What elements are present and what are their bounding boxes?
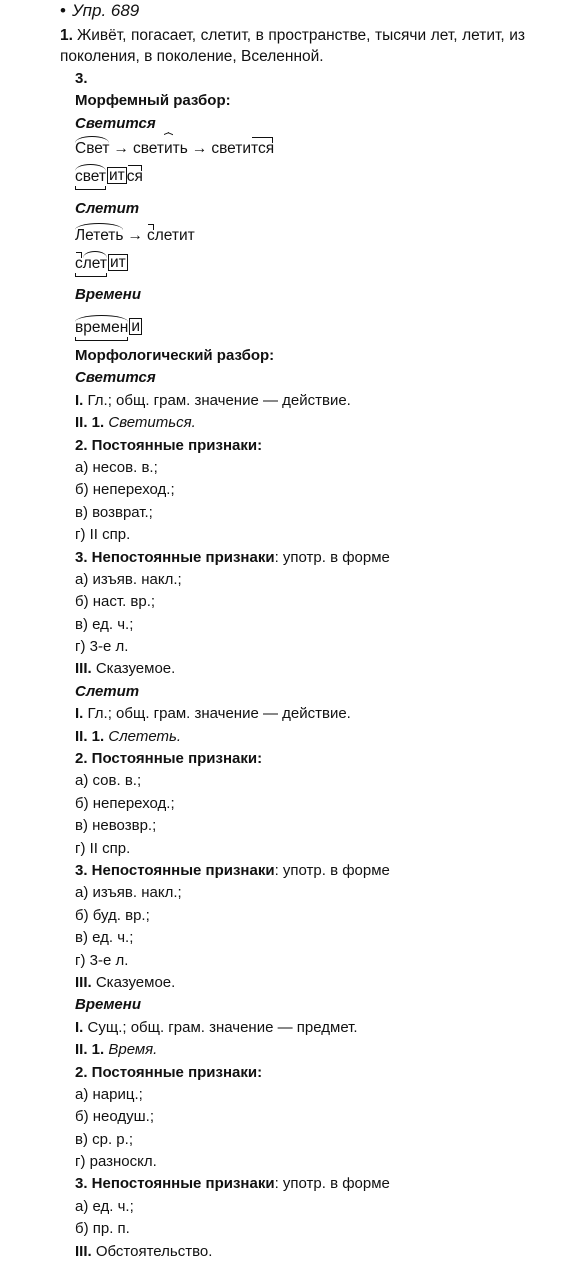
analysis1-const-item: в) возврат.; <box>75 503 153 521</box>
analysis2-const-item: г) II спр. <box>75 839 131 857</box>
stem-segment: с лет <box>75 254 107 274</box>
analysis2-part-I: I. Гл.; общ. грам. значение — действие. <box>75 705 351 723</box>
word2-title-block <box>75 198 545 220</box>
word3-morphemes <box>75 318 142 338</box>
analysis2-const-item: в) невозвр.; <box>75 817 157 835</box>
word3-title-block <box>75 284 545 306</box>
analysis3-const-item: в) ср. р.; <box>75 1130 133 1148</box>
word1-derivation-chain <box>75 139 274 159</box>
root-arc-mark <box>75 164 106 171</box>
analysis2-var-item: б) буд. вр.; <box>75 906 150 924</box>
root-segment: свет <box>75 167 106 187</box>
analysis2-const-item: а) сов. в.; <box>75 772 142 790</box>
postfix-segment: ся <box>127 167 143 187</box>
analysis3-var-item: б) пр. п. <box>75 1220 130 1238</box>
analysis1-title: Светится <box>75 369 156 387</box>
analysis3-part-III: III. Обстоятельство. <box>75 1242 213 1260</box>
word1-morphemes <box>75 167 143 187</box>
analysis3-const-item: г) разноскл. <box>75 1153 157 1171</box>
analysis1-var-item: г) 3-е л. <box>75 638 129 656</box>
analysis1-part-I: I. Гл.; общ. грам. значение — действие. <box>75 391 351 409</box>
word1-chain-step: свет ить <box>133 140 188 157</box>
analysis1-part-II: II. 1. Светиться. <box>75 414 196 432</box>
arrow-icon: → <box>191 140 208 157</box>
ending-box: ит <box>110 254 126 271</box>
root-arc-mark <box>83 251 107 258</box>
analysis2-const-item: б) непереход.; <box>75 794 175 812</box>
morphological-analysis <box>75 345 545 1263</box>
word2-title: Слетит <box>75 200 140 217</box>
analysis3-part-I: I. Сущ.; общ. грам. значение — предмет. <box>75 1018 358 1036</box>
analysis2-title: Слетит <box>75 682 140 700</box>
exercise-header <box>60 0 139 22</box>
analysis2-var-item: г) 3-е л. <box>75 951 129 969</box>
word2-morphemes <box>75 254 128 274</box>
suffix-box: ит <box>109 167 125 184</box>
analysis3-var-heading: 3. Непостоянные признаки: употр. в форме <box>75 1175 390 1193</box>
morphemic-heading: Морфемный разбор: <box>75 92 231 110</box>
word2-derivation-chain <box>75 226 195 246</box>
analysis1-var-heading: 3. Непостоянные признаки: употр. в форме <box>75 548 390 566</box>
analysis1-var-item: в) ед. ч.; <box>75 615 134 633</box>
postfix-mark <box>128 165 142 171</box>
analysis2-const-heading: 2. Постоянные признаки: <box>75 750 263 768</box>
stem-underline <box>75 186 106 190</box>
word1-title: Светится <box>75 114 156 132</box>
analysis1-const-item: б) непереход.; <box>75 481 175 499</box>
morphological-heading: Морфологический разбор: <box>75 347 275 364</box>
exercise-title: Упр. 689 <box>71 1 140 20</box>
bullet-icon: • <box>60 1 66 20</box>
analysis3-var-item: а) ед. ч.; <box>75 1197 134 1215</box>
task-1-text: Живёт, погасает, слетит, в пространстве, тысячи лет, летит, из поколения, в поколение, Вселенной. <box>60 27 525 65</box>
word2-chain-result: слетит <box>147 227 195 244</box>
task-3-header <box>75 68 545 135</box>
word2-chain-base: Лететь <box>75 226 123 246</box>
word3-title: Времени <box>75 286 141 303</box>
root-arc-mark <box>75 223 123 230</box>
analysis3-title: Времени <box>75 996 141 1014</box>
analysis1-const-item: г) II спр. <box>75 526 131 544</box>
analysis1-const-heading: 2. Постоянные признаки: <box>75 436 263 454</box>
stem-underline <box>75 337 128 341</box>
task-3-number: 3. <box>75 70 88 87</box>
root-arc-mark <box>75 136 109 143</box>
stem-segment: времен <box>75 318 128 338</box>
analysis1-part-III: III. Сказуемое. <box>75 660 176 678</box>
prefix-mark <box>76 252 82 258</box>
word1-chain-result: свети тся <box>211 140 274 157</box>
arrow-icon: → <box>127 227 143 244</box>
analysis3-const-item: б) неодуш.; <box>75 1108 155 1126</box>
analysis2-var-item: в) ед. ч.; <box>75 929 134 947</box>
analysis2-part-III: III. Сказуемое. <box>75 973 176 991</box>
analysis3-const-heading: 2. Постоянные признаки: <box>75 1063 263 1081</box>
analysis2-var-heading: 3. Непостоянные признаки: употр. в форме <box>75 861 390 879</box>
analysis1-const-item: а) несов. в.; <box>75 458 158 476</box>
postfix-mark <box>252 137 273 143</box>
analysis1-var-item: б) наст. вр.; <box>75 593 156 611</box>
analysis2-var-item: а) изъяв. накл.; <box>75 884 182 902</box>
task-1-number: 1. <box>60 27 73 44</box>
root-arc-mark <box>75 315 128 322</box>
analysis2-part-II: II. 1. Слететь. <box>75 727 182 745</box>
ending-box: и <box>131 318 140 335</box>
suffix-mark <box>164 134 173 140</box>
prefix-mark <box>148 224 154 230</box>
word1-chain-base: Свет <box>75 139 109 159</box>
task-1-paragraph <box>60 25 525 67</box>
analysis3-part-II: II. 1. Время. <box>75 1041 158 1059</box>
analysis3-const-item: а) нариц.; <box>75 1085 143 1103</box>
arrow-icon: → <box>113 140 129 157</box>
analysis1-var-item: а) изъяв. накл.; <box>75 570 182 588</box>
